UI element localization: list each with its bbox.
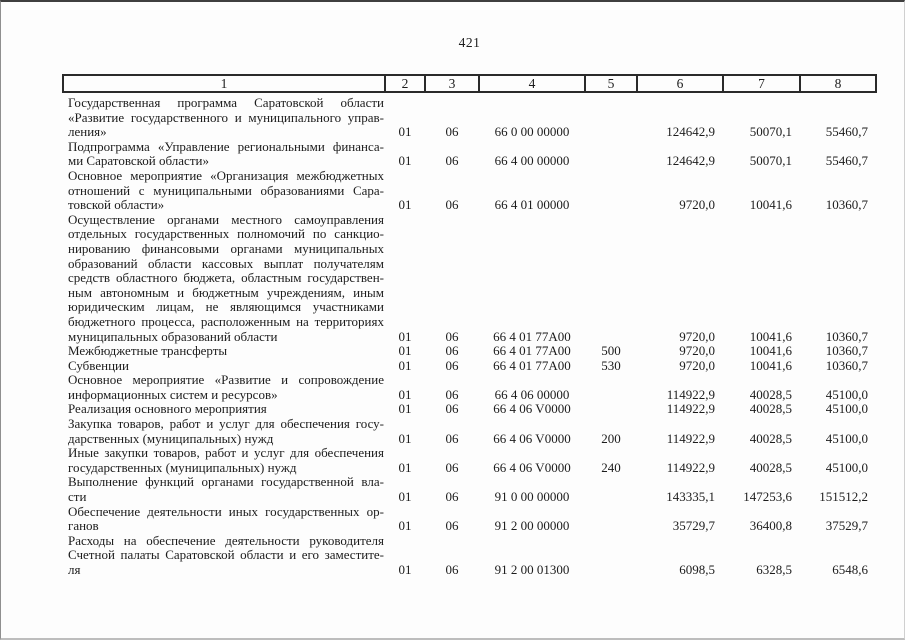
row-label: Осуществление органами местного самоуправления отдельных государственных полномочий по санкцио- нированию финансовыми органами муниципальных образований области кассовых выплат получателям средств областного бюджета, областным государствен- ным автономным и бюджетным учреждениям, иным юридическим лицам, не являющимся участниками бюджетного процесса, расположенным на территориях муниципальных образований области bbox=[68, 211, 384, 344]
expense-type-cell bbox=[585, 169, 637, 213]
column-header-6: 6 bbox=[637, 75, 723, 92]
row-label: Реализация основного мероприятия bbox=[68, 401, 267, 417]
table-row bbox=[63, 446, 876, 475]
row-label: Иные закупки товаров, работ и услуг для обеспечения государственных (муниципальных) нужд bbox=[68, 445, 384, 475]
amount-year2-cell: 40028,5 bbox=[749, 386, 792, 402]
section-code-cell: 01 bbox=[398, 357, 412, 373]
table-row bbox=[63, 475, 876, 504]
row-label: Основное мероприятие «Развитие и сопровождение информационных систем и ресурсов» bbox=[68, 372, 384, 402]
expense-type-cell bbox=[585, 92, 637, 140]
program-code-cell: 66 4 01 77A00 bbox=[493, 328, 571, 344]
amount-year3-cell: 37529,7 bbox=[825, 518, 868, 534]
row-label: Субвенции bbox=[68, 357, 129, 373]
subsection-code-cell: 06 bbox=[445, 343, 459, 359]
section-code-cell: 01 bbox=[398, 197, 412, 213]
row-label: Государственная программа Саратовской области «Развитие государственного и муниципального управ- ления» bbox=[68, 95, 384, 140]
amount-year3-cell: 151512,2 bbox=[819, 489, 868, 505]
subsection-code-cell: 06 bbox=[445, 518, 459, 534]
amount-year2-cell: 40028,5 bbox=[749, 401, 792, 417]
section-code-cell: 01 bbox=[398, 386, 412, 402]
amount-year3-cell: 10360,7 bbox=[825, 357, 868, 373]
column-header-2: 2 bbox=[385, 75, 425, 92]
expense-type-cell: 240 bbox=[601, 459, 621, 475]
amount-year1-cell: 124642,9 bbox=[666, 153, 715, 169]
amount-year2-cell: 50070,1 bbox=[749, 153, 792, 169]
program-code-cell: 66 4 06 V0000 bbox=[493, 430, 571, 446]
amount-year3-cell: 55460,7 bbox=[825, 124, 868, 140]
program-code-cell: 66 4 06 V0000 bbox=[493, 401, 571, 417]
expense-type-cell bbox=[585, 140, 637, 169]
column-header-3: 3 bbox=[425, 75, 479, 92]
expense-type-cell bbox=[585, 402, 637, 417]
subsection-code-cell: 06 bbox=[445, 430, 459, 446]
amount-year1-cell: 9720,0 bbox=[679, 328, 715, 344]
amount-year1-cell: 143335,1 bbox=[666, 489, 715, 505]
amount-year2-cell: 10041,6 bbox=[749, 328, 792, 344]
program-code-cell: 91 2 00 01300 bbox=[494, 562, 570, 577]
table-row bbox=[63, 505, 876, 534]
section-code-cell: 01 bbox=[398, 430, 412, 446]
subsection-code-cell: 06 bbox=[445, 459, 459, 475]
column-header-5: 5 bbox=[585, 75, 637, 92]
expense-type-cell: 500 bbox=[601, 343, 621, 359]
amount-year1-cell: 35729,7 bbox=[672, 518, 715, 534]
amount-year1-cell: 114922,9 bbox=[666, 386, 715, 402]
section-code-cell: 01 bbox=[398, 328, 412, 344]
row-label: Обеспечение деятельности иных государственных ор- ганов bbox=[68, 503, 384, 534]
program-code-cell: 66 4 01 00000 bbox=[494, 197, 570, 213]
amount-year1-cell: 124642,9 bbox=[666, 124, 715, 140]
row-label: Выполнение функций органами государственной вла- сти bbox=[68, 474, 384, 505]
table-row bbox=[63, 417, 876, 446]
amount-year1-cell: 9720,0 bbox=[679, 343, 715, 359]
program-code-cell: 66 4 00 00000 bbox=[494, 153, 570, 169]
expense-type-cell bbox=[585, 213, 637, 344]
amount-year2-cell: 10041,6 bbox=[749, 197, 792, 213]
amount-year3-cell: 45100,0 bbox=[825, 401, 868, 417]
table-row bbox=[63, 140, 876, 169]
subsection-code-cell: 06 bbox=[445, 153, 459, 169]
section-code-cell: 01 bbox=[398, 518, 412, 534]
table-header-row bbox=[63, 75, 876, 92]
subsection-code-cell: 06 bbox=[445, 562, 459, 577]
subsection-code-cell: 06 bbox=[445, 489, 459, 505]
column-header-8: 8 bbox=[800, 75, 876, 92]
expense-type-cell bbox=[585, 475, 637, 504]
table-row bbox=[63, 92, 876, 140]
amount-year1-cell: 9720,0 bbox=[679, 357, 715, 373]
amount-year2-cell: 147253,6 bbox=[743, 489, 792, 505]
amount-year1-cell: 114922,9 bbox=[666, 401, 715, 417]
amount-year2-cell: 10041,6 bbox=[749, 343, 792, 359]
amount-year3-cell: 10360,7 bbox=[825, 328, 868, 344]
column-header-7: 7 bbox=[723, 75, 800, 92]
section-code-cell: 01 bbox=[398, 489, 412, 505]
section-code-cell: 01 bbox=[398, 153, 412, 169]
amount-year2-cell: 10041,6 bbox=[749, 357, 792, 373]
amount-year2-cell: 40028,5 bbox=[749, 430, 792, 446]
amount-year3-cell: 6548,6 bbox=[832, 562, 868, 577]
row-label: Закупка товаров, работ и услуг для обеспечения госу- дарственных (муниципальных) нужд bbox=[68, 416, 384, 446]
subsection-code-cell: 06 bbox=[445, 124, 459, 140]
amount-year3-cell: 45100,0 bbox=[825, 430, 868, 446]
amount-year2-cell: 36400,8 bbox=[749, 518, 792, 534]
amount-year3-cell: 10360,7 bbox=[825, 197, 868, 213]
amount-year2-cell: 6328,5 bbox=[756, 562, 792, 577]
subsection-code-cell: 06 bbox=[445, 197, 459, 213]
subsection-code-cell: 06 bbox=[445, 401, 459, 417]
row-label: Расходы на обеспечение деятельности руководителя Счетной палаты Саратовской области и его заместите- ля bbox=[68, 532, 384, 577]
section-code-cell: 01 bbox=[398, 562, 412, 577]
amount-year3-cell: 45100,0 bbox=[825, 459, 868, 475]
table-row bbox=[63, 359, 876, 374]
section-code-cell: 01 bbox=[398, 343, 412, 359]
table-row bbox=[63, 373, 876, 402]
program-code-cell: 66 4 06 V0000 bbox=[493, 459, 571, 475]
program-code-cell: 91 0 00 00000 bbox=[494, 489, 570, 505]
amount-year1-cell: 114922,9 bbox=[666, 459, 715, 475]
amount-year3-cell: 45100,0 bbox=[825, 386, 868, 402]
section-code-cell: 01 bbox=[398, 459, 412, 475]
budget-table bbox=[62, 74, 877, 578]
amount-year2-cell: 50070,1 bbox=[749, 124, 792, 140]
subsection-code-cell: 06 bbox=[445, 328, 459, 344]
section-code-cell: 01 bbox=[398, 401, 412, 417]
program-code-cell: 66 4 01 77A00 bbox=[493, 357, 571, 373]
table-row bbox=[63, 534, 876, 578]
amount-year3-cell: 10360,7 bbox=[825, 343, 868, 359]
page-number: 421 bbox=[458, 35, 481, 50]
row-label: Подпрограмма «Управление региональными финанса- ми Саратовской области» bbox=[68, 138, 384, 169]
table-row bbox=[63, 213, 876, 344]
row-label: Основное мероприятие «Организация межбюджетных отношений с муниципальными образованиями Сара- товской области» bbox=[68, 167, 384, 213]
expense-type-cell: 530 bbox=[601, 357, 621, 373]
expense-type-cell bbox=[585, 373, 637, 402]
subsection-code-cell: 06 bbox=[445, 386, 459, 402]
program-code-cell: 66 4 01 77A00 bbox=[493, 343, 571, 359]
subsection-code-cell: 06 bbox=[445, 357, 459, 373]
program-code-cell: 66 0 00 00000 bbox=[494, 124, 570, 140]
column-header-4: 4 bbox=[479, 75, 585, 92]
program-code-cell: 91 2 00 00000 bbox=[494, 518, 570, 534]
table-row bbox=[63, 402, 876, 417]
amount-year2-cell: 40028,5 bbox=[749, 459, 792, 475]
amount-year1-cell: 6098,5 bbox=[679, 562, 715, 577]
expense-type-cell: 200 bbox=[601, 430, 621, 446]
table-row bbox=[63, 344, 876, 359]
expense-type-cell bbox=[585, 534, 637, 578]
column-header-1: 1 bbox=[63, 75, 385, 92]
amount-year1-cell: 114922,9 bbox=[666, 430, 715, 446]
amount-year1-cell: 9720,0 bbox=[679, 197, 715, 213]
program-code-cell: 66 4 06 00000 bbox=[494, 386, 570, 402]
amount-year3-cell: 55460,7 bbox=[825, 153, 868, 169]
row-label: Межбюджетные трансферты bbox=[68, 343, 228, 359]
table-row bbox=[63, 169, 876, 213]
section-code-cell: 01 bbox=[398, 124, 412, 140]
expense-type-cell bbox=[585, 505, 637, 534]
